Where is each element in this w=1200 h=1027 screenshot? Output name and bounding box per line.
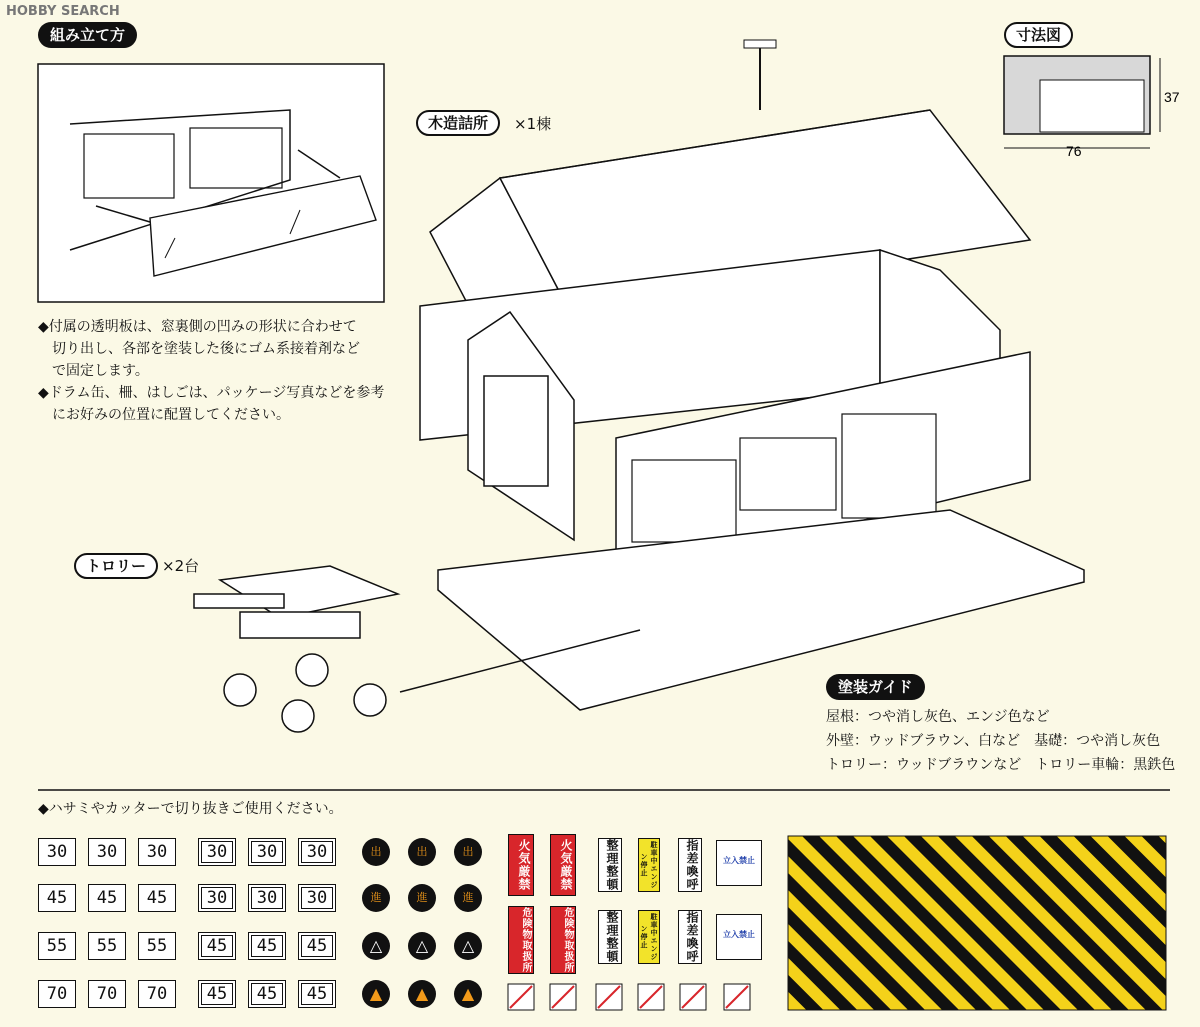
speed-sign: 45 xyxy=(298,932,336,960)
speed-sign: 45 xyxy=(248,980,286,1008)
warning-sign: 指差喚呼 xyxy=(678,838,702,892)
circle-marker: 出 xyxy=(408,838,436,866)
speed-sign: 30 xyxy=(88,838,126,866)
speed-sign: 30 xyxy=(298,838,336,866)
dimension-width: 76 xyxy=(1066,143,1082,159)
speed-sign: 55 xyxy=(38,932,76,960)
warning-sign: 整理整頓 xyxy=(598,838,622,892)
no-entry-sign: 立入禁止 xyxy=(716,840,762,886)
trolley-name: トロリー xyxy=(74,553,158,579)
circle-marker: △ xyxy=(408,932,436,960)
speed-sign: 30 xyxy=(138,838,176,866)
circle-marker: 進 xyxy=(362,884,390,912)
speed-sign: 45 xyxy=(298,980,336,1008)
speed-sign: 70 xyxy=(88,980,126,1008)
paint-line-wall: 外壁：ウッドブラウン、白など 基礎：つや消し灰色 xyxy=(826,733,1161,749)
warning-sign: 危険物取扱所 xyxy=(508,906,534,974)
speed-sign: 30 xyxy=(248,838,286,866)
speed-sign: 30 xyxy=(298,884,336,912)
circle-marker: 進 xyxy=(454,884,482,912)
speed-sign: 45 xyxy=(198,980,236,1008)
circle-marker: 出 xyxy=(362,838,390,866)
building-name: 木造詰所 xyxy=(416,110,500,136)
circle-marker: ▲ xyxy=(362,980,390,1008)
speed-sign: 30 xyxy=(248,884,286,912)
dimension-height: 37 xyxy=(1164,89,1180,105)
assembly-note-4: ◆ドラム缶、柵、はしごは、パッケージ写真などを参考 xyxy=(38,385,385,401)
warning-sign: 危険物取扱所 xyxy=(550,906,576,974)
circle-marker: △ xyxy=(362,932,390,960)
watermark: HOBBY SEARCH xyxy=(6,4,120,19)
paint-guide-title: 塗装ガイド xyxy=(826,674,925,700)
warning-sign: 指差喚呼 xyxy=(678,910,702,964)
assembly-note-1: ◆付属の透明板は、窓裏側の凹みの形状に合わせて xyxy=(38,319,357,335)
speed-sign: 45 xyxy=(38,884,76,912)
assembly-note-5: にお好みの位置に配置してください。 xyxy=(52,407,290,423)
speed-sign: 30 xyxy=(198,884,236,912)
circle-marker: 出 xyxy=(454,838,482,866)
speed-sign: 70 xyxy=(138,980,176,1008)
circle-marker: △ xyxy=(454,932,482,960)
speed-sign: 55 xyxy=(138,932,176,960)
speed-sign: 55 xyxy=(88,932,126,960)
warning-sign: 駐車中エンジン停止 xyxy=(638,910,660,964)
no-entry-sign: 立入禁止 xyxy=(716,914,762,960)
circle-marker: 進 xyxy=(408,884,436,912)
paint-line-roof: 屋根：つや消し灰色、エンジ色など xyxy=(826,709,1050,725)
speed-sign: 45 xyxy=(138,884,176,912)
speed-sign: 45 xyxy=(198,932,236,960)
decal-instruction: ◆ハサミやカッターで切り抜きご使用ください。 xyxy=(38,801,343,817)
warning-sign: 駐車中エンジン停止 xyxy=(638,838,660,892)
circle-marker: ▲ xyxy=(454,980,482,1008)
trolley-qty: ×2台 xyxy=(162,557,200,575)
speed-sign: 30 xyxy=(198,838,236,866)
warning-sign: 火気厳禁 xyxy=(550,834,576,896)
speed-sign: 70 xyxy=(38,980,76,1008)
speed-sign: 45 xyxy=(88,884,126,912)
circle-marker: ▲ xyxy=(408,980,436,1008)
speed-sign: 45 xyxy=(248,932,286,960)
dimensions-title: 寸法図 xyxy=(1004,22,1073,48)
paint-line-trolley: トロリー：ウッドブラウンなど トロリー車輪：黒鉄色 xyxy=(826,757,1176,773)
assembly-note-3: で固定します。 xyxy=(52,363,149,379)
building-qty: ×1棟 xyxy=(514,115,552,133)
assembly-title: 組み立て方 xyxy=(38,22,137,48)
assembly-note-2: 切り出し、各部を塗装した後にゴム系接着剤など xyxy=(52,341,360,357)
warning-sign: 火気厳禁 xyxy=(508,834,534,896)
speed-sign: 30 xyxy=(38,838,76,866)
warning-sign: 整理整頓 xyxy=(598,910,622,964)
